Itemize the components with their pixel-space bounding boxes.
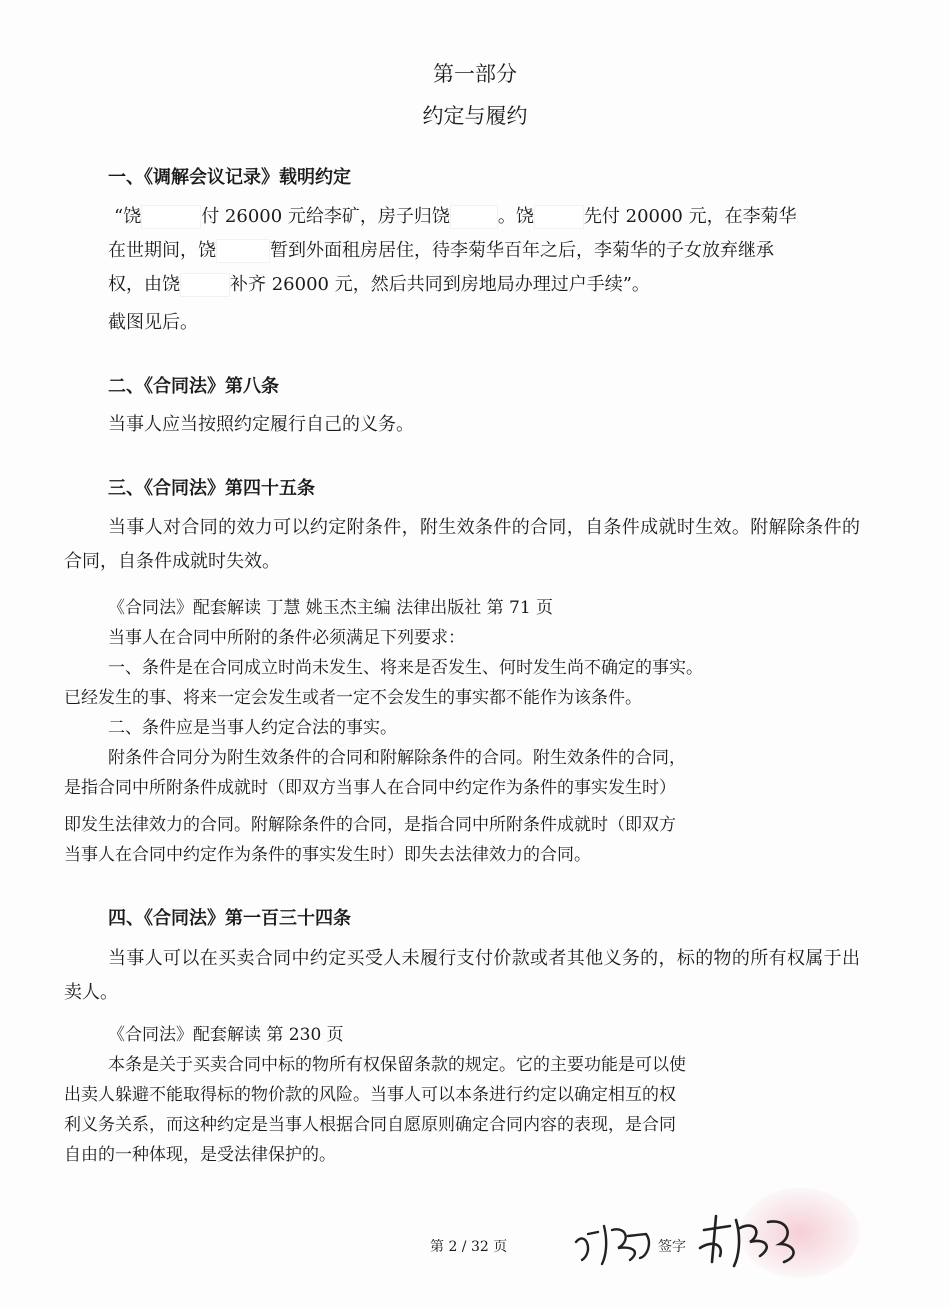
section2-text: 当事人应当按照约定履行自己的义务。 <box>108 414 414 435</box>
section4-line3: 利义务关系，而这种约定是当事人根据合同自愿原则确定合同内容的表现，是合同 <box>64 1115 676 1135</box>
text-seg: 暂到外面租房居住，待李菊华百年之后，李菊华的子女放弃继承 <box>270 240 774 261</box>
handwritten-signature-1 <box>568 1212 668 1272</box>
section3-line3: 已经发生的事、将来一定会发生或者一定不会发生的事实都不能作为该条件。 <box>64 688 642 708</box>
part-subtitle: 约定与履约 <box>422 104 528 128</box>
section3-line7: 即发生法律效力的合同。附解除条件的合同，是指合同中所附条件成就时（即双方 <box>64 815 676 835</box>
section1-heading: 一、《调解会议记录》载明约定 <box>108 167 351 188</box>
redaction-box <box>534 205 584 229</box>
redaction-box <box>180 273 230 297</box>
section4-text: 当事人可以在买卖合同中约定买受人未履行支付价款或者其他义务的，标的物的所有权属于出卖人。 <box>64 948 860 1003</box>
handwritten-signature-2 <box>690 1200 810 1280</box>
text-seg: 补齐 26000 元，然后共同到房地局办理过户手续”。 <box>230 274 650 295</box>
section3-line6: 是指合同中所附条件成就时（即双方当事人在合同中约定作为条件的事实发生时） <box>64 778 676 798</box>
text-seg: 在世期间，饶 <box>108 240 216 261</box>
section3-line8: 当事人在合同中约定作为条件的事实发生时）即失去法律效力的合同。 <box>64 845 591 865</box>
section3-line4: 二、条件应是当事人约定合法的事实。 <box>108 718 397 738</box>
page-number: 第 2 / 32 页 <box>430 1239 508 1255</box>
section2-heading: 二、《合同法》第八条 <box>108 376 279 397</box>
section3-text: 当事人对合同的效力可以约定附条件，附生效条件的合同，自条件成就时生效。附解除条件的合同，自条件成就时失效。 <box>64 517 860 572</box>
section4-line4: 自由的一种体现，是受法律保护的。 <box>64 1145 336 1165</box>
section4-line1: 本条是关于买卖合同中标的物所有权保留条款的规定。它的主要功能是可以使 <box>108 1055 686 1075</box>
redaction-box <box>216 239 270 263</box>
section3-reference: 《合同法》配套解读 丁慧 姚玉杰主编 法律出版社 第 71 页 <box>108 598 554 618</box>
section1-line1 <box>108 200 860 234</box>
section1-line3 <box>108 268 860 302</box>
text-seg: 权，由饶 <box>108 274 180 295</box>
text-seg: 付 26000 元给李矿，房子归饶 <box>201 206 450 227</box>
section1-note: 截图见后。 <box>108 312 198 333</box>
text-seg: “饶 <box>114 206 142 227</box>
text-seg: 。饶 <box>497 206 534 227</box>
section4-line2: 出卖人躲避不能取得标的物价款的风险。当事人可以本条进行约定以确定相互的权 <box>64 1085 676 1105</box>
section3-line2: 一、条件是在合同成立时尚未发生、将来是否发生、何时发生尚不确定的事实。 <box>108 658 703 678</box>
section4-heading: 四、《合同法》第一百三十四条 <box>108 908 351 929</box>
section1-line2 <box>108 234 860 268</box>
redaction-box <box>450 205 498 229</box>
text-seg: 先付 20000 元，在李菊华 <box>583 206 797 227</box>
section3-line5: 附条件合同分为附生效条件的合同和附解除条件的合同。附生效条件的合同， <box>108 748 686 768</box>
section4-reference: 《合同法》配套解读 第 230 页 <box>108 1025 344 1045</box>
section3-heading: 三、《合同法》第四十五条 <box>108 478 315 499</box>
section1-paragraph <box>108 200 860 302</box>
redaction-box <box>141 205 201 229</box>
signature-label: 签字 <box>658 1239 686 1255</box>
section3-line1: 当事人在合同中所附的条件必须满足下列要求： <box>108 628 465 648</box>
part-title: 第一部分 <box>433 62 517 86</box>
